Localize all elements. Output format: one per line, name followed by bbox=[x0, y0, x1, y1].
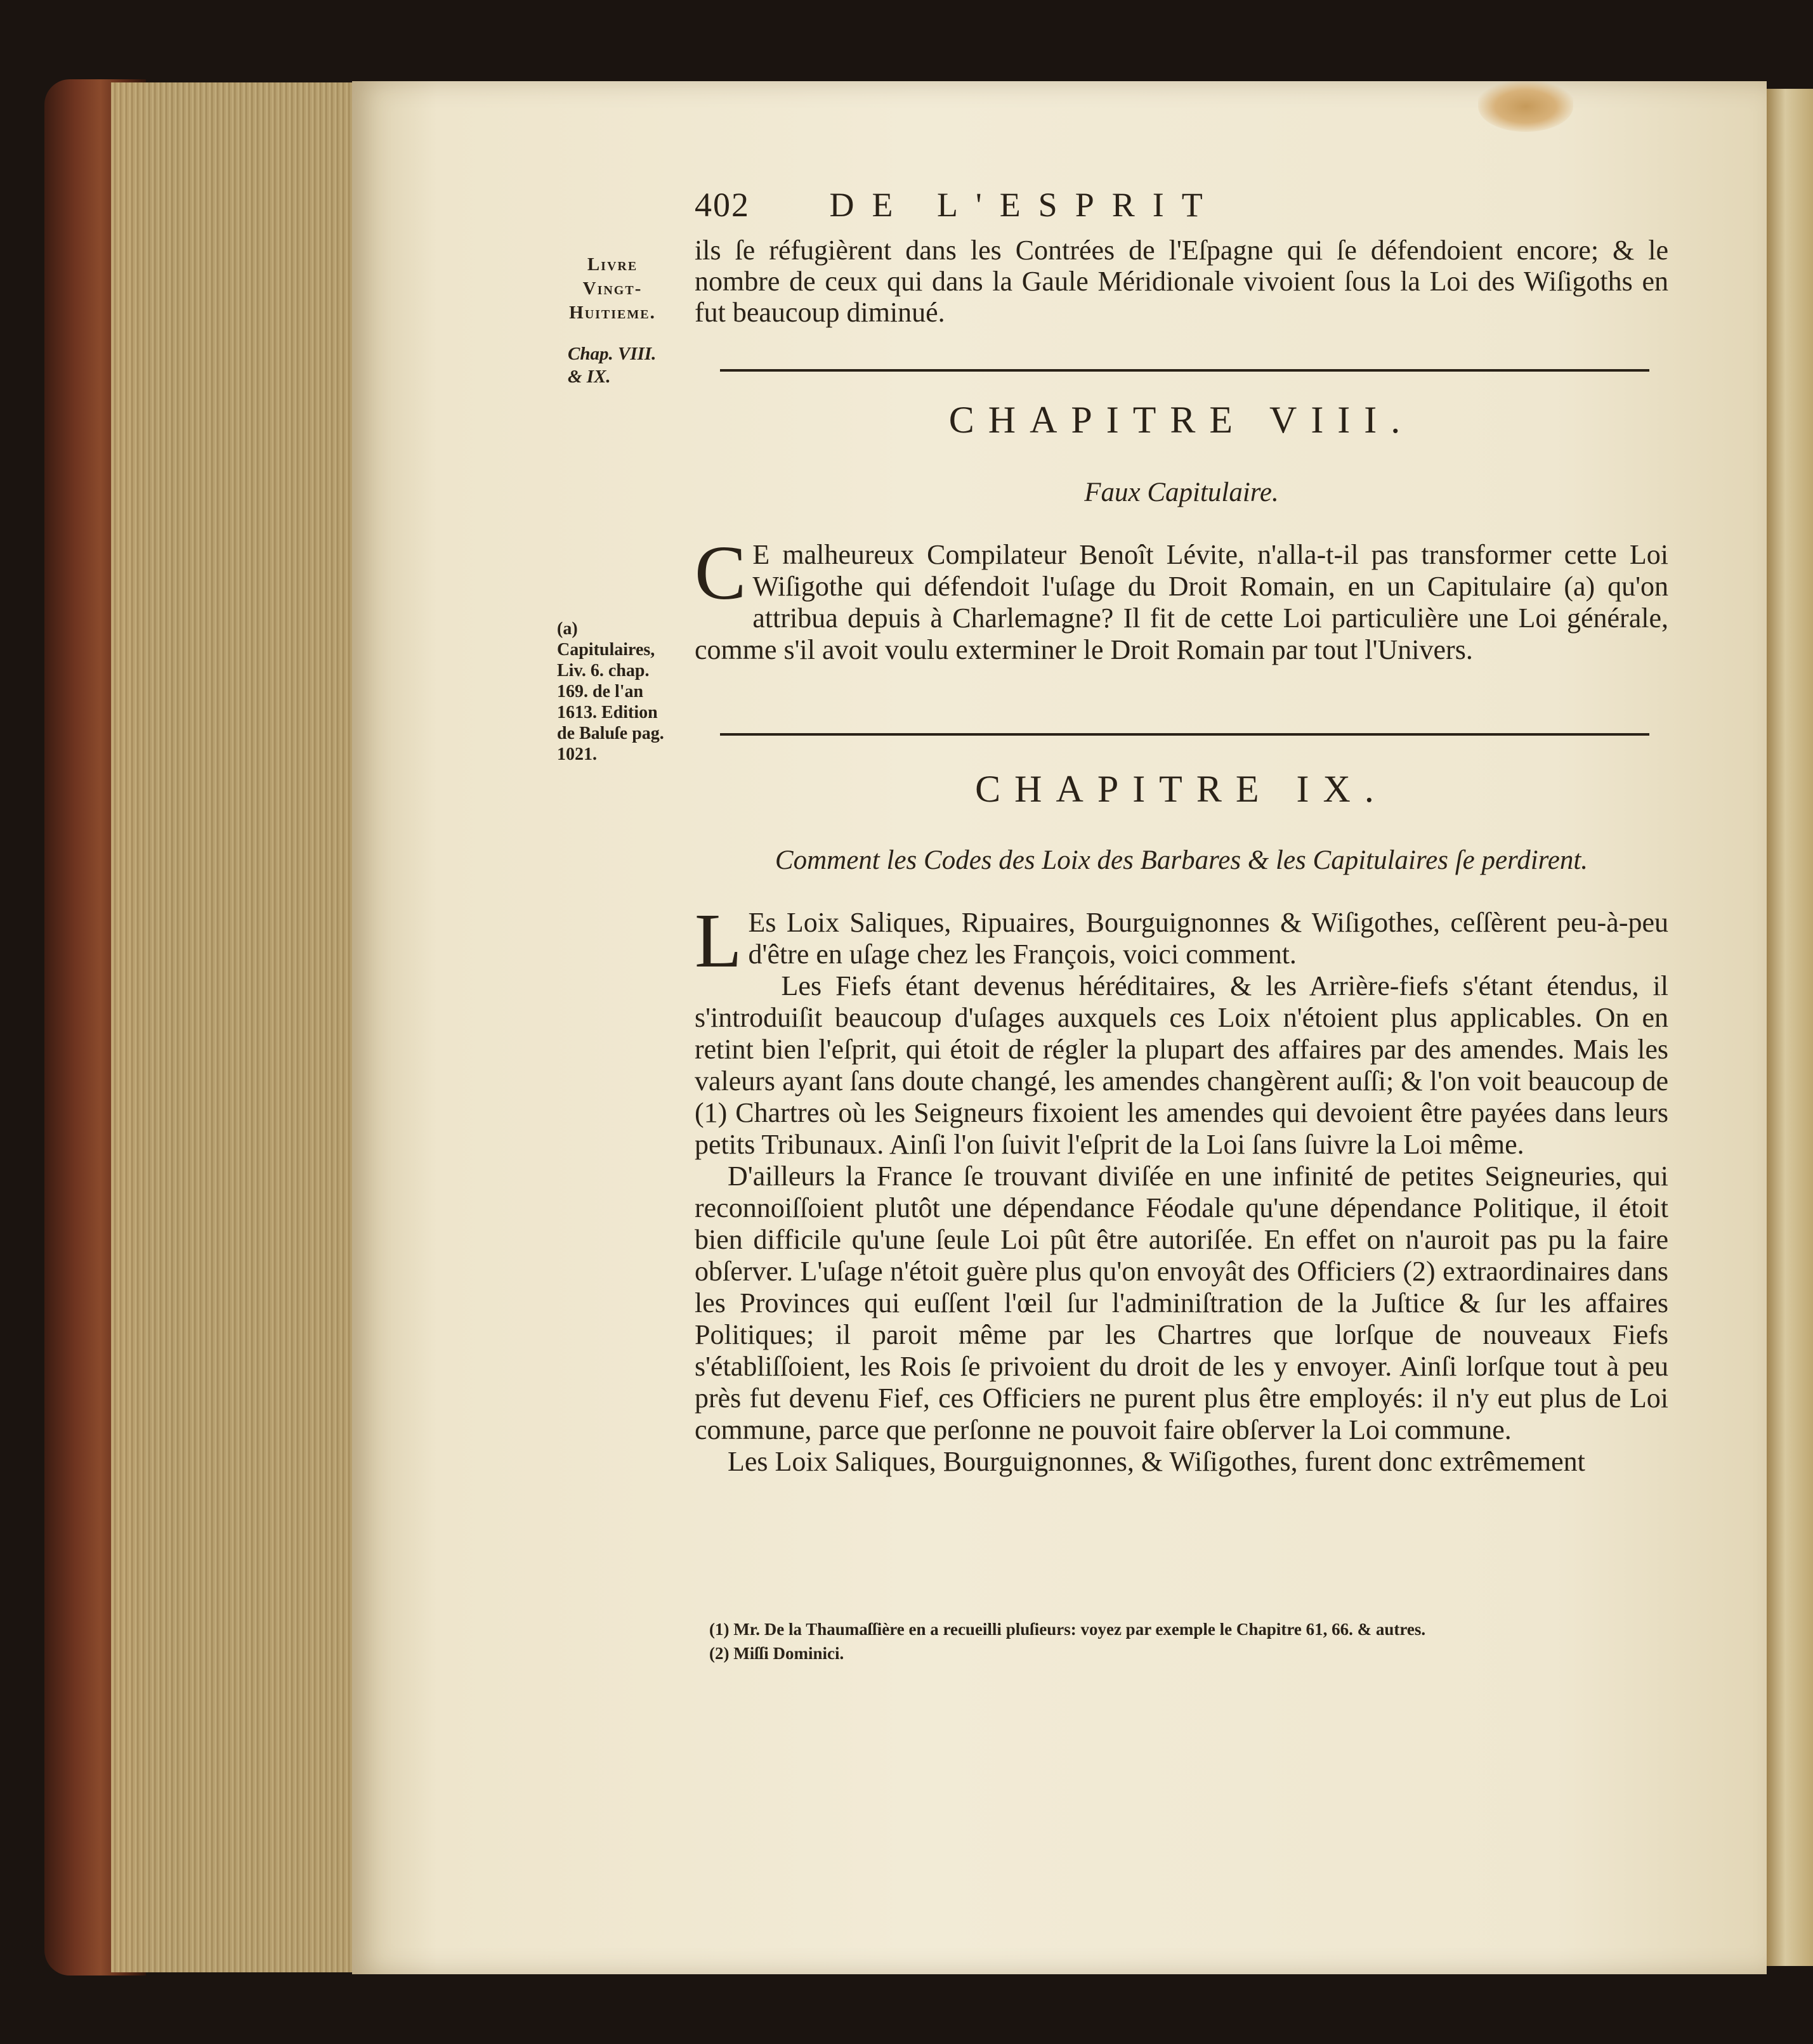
footnote: (1) Mr. De la Thaumaſſière en a recueilli pluſieurs: voyez par exemple le Chapitre 61, 66. & autres. bbox=[709, 1620, 1426, 1639]
margin-note-a: (a) Capitulaires, Liv. 6. chap. 169. de l'an 1613. Edition de Baluſe pag. 1021. bbox=[557, 619, 664, 764]
chapter-9-title: CHAPITRE IX. bbox=[975, 768, 1388, 810]
margin-livre-line: Vingt- bbox=[582, 278, 643, 299]
chapter-8-paragraph bbox=[695, 530, 1668, 666]
footnotes bbox=[709, 1617, 1667, 1665]
margin-livre-line: Livre bbox=[587, 254, 638, 275]
facing-page-edge bbox=[1767, 89, 1813, 1966]
divider-rule bbox=[720, 369, 1649, 372]
chapter-8-title: CHAPITRE VIII. bbox=[948, 399, 1415, 441]
chapter-9-paragraph: Es Loix Saliques, Ripuaires, Bourguignonnes & Wiſigothes, ceſſèrent peu-à-peu d'être en uſage chez les François, voici comment. bbox=[748, 907, 1668, 970]
running-head bbox=[695, 185, 1221, 225]
margin-livre bbox=[563, 252, 662, 325]
running-title: DE L'ESPRIT bbox=[829, 186, 1221, 224]
divider-rule bbox=[720, 733, 1649, 736]
chapter-8-subtitle: Faux Capitulaire. bbox=[1084, 478, 1279, 507]
margin-chapter-ref bbox=[568, 342, 657, 388]
chapter-9-body bbox=[695, 898, 1668, 1478]
page-block-edges bbox=[111, 82, 358, 1972]
drop-cap: C bbox=[695, 530, 747, 616]
chapter-9-subtitle: Comment les Codes des Loix des Barbares & les Capitulaires ſe perdirent. bbox=[775, 845, 1588, 875]
page-stain bbox=[1478, 81, 1573, 132]
drop-cap: L bbox=[695, 898, 742, 984]
page-number: 402 bbox=[695, 186, 750, 224]
chapter-9-paragraph: Les Loix Saliques, Bourguignonnes, & Wiſigothes, furent donc extrêmement bbox=[728, 1446, 1585, 1477]
opening-paragraph: ils ſe réfugièrent dans les Contrées de l'Eſpagne qui ſe défendoient encore; & le nombre de ceux qui dans la Gaule Méridionale vivoient ſous la Loi des Wiſigoths en fut beaucoup diminué. bbox=[695, 235, 1668, 328]
chapter-9-paragraph: Les Fiefs étant devenus héréditaires, & les Arrière-fiefs s'étant étendus, il s'introduiſit beaucoup d'uſages auxquels ces Loix n'étoient plus applicables. On en retint bien l'eſprit, qui étoit de régler la plupart des affaires par des amendes. Mais les valeurs ayant ſans doute changé, les amendes changèrent auſſi; & l'on voit beaucoup de (1) Chartres où les Seigneurs fixoient les amendes qui devoient être payées dans leurs petits Tribunaux. Ainſi l'on ſuivit l'eſprit de la Loi ſans ſuivre la Loi même. bbox=[695, 970, 1668, 1160]
margin-livre-line: Huitieme. bbox=[569, 303, 656, 323]
chapter-8-text: E malheureux Compilateur Benoît Lévite, n'alla-t-il pas transformer cette Loi Wiſigothe qui défendoit l'uſage du Droit Romain, en un Capitulaire (a) qu'on attribua depuis à Charlemagne? Il fit de cette Loi particulière une Loi générale, comme s'il avoit voulu exterminer le Droit Romain par tout l'Univers. bbox=[695, 539, 1668, 665]
chapter-9-paragraph: D'ailleurs la France ſe trouvant diviſée en une infinité de petites Seigneuries, qui reconnoiſſoient plutôt une dépendance Féodale qu'une dépendance Politique, il étoit bien difficile qu'une ſeule Loi pût être autoriſée. En effet on n'auroit pas pu la faire obſerver. L'uſage n'étoit guère plus qu'on envoyât des Officiers (2) extraordinaires dans les Provinces qui euſſent l'œil ſur l'adminiſtration de la Juſtice & ſur les affaires Politiques; il paroit même par les Chartres que lorſque de nouveaux Fiefs s'établiſſoient, les Rois ſe privoient du droit de les y envoyer. Ainſi lorſque tout à peu près fut devenu Fief, ces Officiers ne purent plus être employés: il n'y eut plus de Loi commune, parce que perſonne ne pouvoit faire obſerver la Loi commune. bbox=[695, 1161, 1668, 1445]
margin-chapter-line: & IX. bbox=[568, 367, 611, 387]
footnote: (2) Miſſi Dominici. bbox=[709, 1644, 844, 1663]
margin-chapter-line: Chap. VIII. bbox=[568, 344, 657, 364]
